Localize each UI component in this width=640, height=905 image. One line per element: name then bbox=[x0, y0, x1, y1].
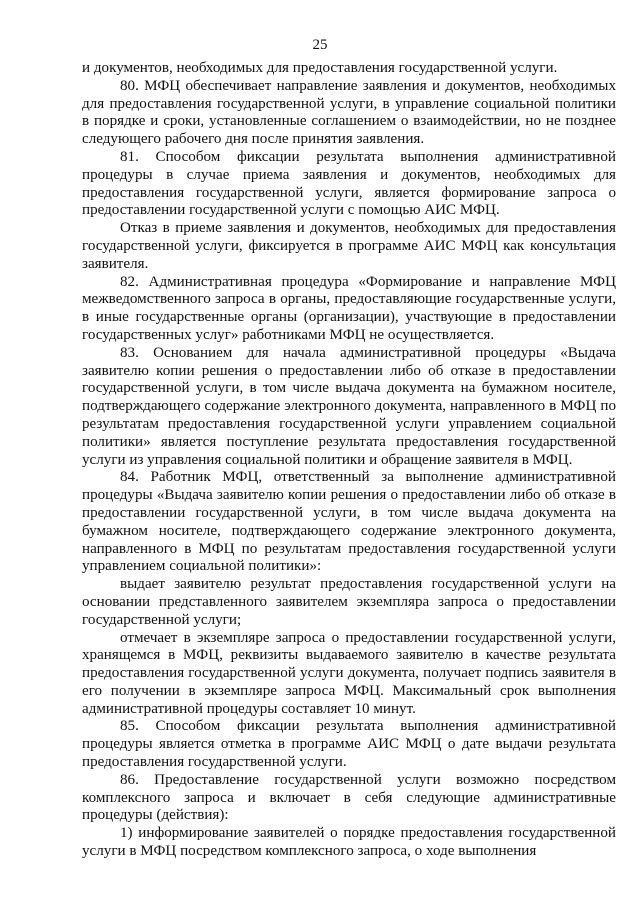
paragraph: 84. Работник МФЦ, ответственный за выполнение административной процедуры «Выдача заявителю копии решения о предоставлении либо об отказе в предоставлении государственной услуги, в том числе выдача документа на бумажном носителе, подтверждающего содержание электронного документа, направленного в МФЦ по результатам предоставления государственной услуги управлением социальной политики»: bbox=[82, 469, 616, 575]
paragraph: Отказ в приеме заявления и документов, необходимых для предоставления государственной услуги, фиксируется в программе АИС МФЦ как консультация заявителя. bbox=[82, 220, 616, 272]
paragraph: 80. МФЦ обеспечивает направление заявления и документов, необходимых для предоставления государственной услуги, в управление социальной политики в порядке и сроки, установленные соглашением о взаимодействии, но не позднее следующего рабочего дня после принятия заявления. bbox=[82, 77, 616, 148]
paragraph: выдает заявителю результат предоставления государственной услуги на основании представленного заявителем экземпляра запроса о предоставлении государственной услуги; bbox=[82, 576, 616, 628]
page-number: 25 bbox=[312, 37, 328, 53]
paragraph: 81. Способом фиксации результата выполнения административной процедуры в случае приема заявления и документов, необходимых для предоставления государственной услуги, является формирование запроса о предоставлении государственной услуги с помощью АИС МФЦ. bbox=[82, 148, 616, 219]
paragraph: и документов, необходимых для предоставления государственной услуги. bbox=[82, 60, 558, 76]
paragraph: 85. Способом фиксации результата выполнения административной процедуры является отметка в программе АИС МФЦ о дате выдачи результата предоставления государственной услуги. bbox=[82, 718, 616, 771]
paragraph: 1) информирование заявителей о порядке предоставления государственной услуги в МФЦ посредством комплексного запроса, о ходе выполнения bbox=[82, 825, 616, 860]
paragraph: 82. Административная процедура «Формирование и направление МФЦ межведомственного запроса в органы, предоставляющие государственные услуги, в иные государственные органы (организации), участвующие в предоставлении государственных услуг» работниками МФЦ не осуществляется. bbox=[82, 273, 616, 343]
paragraph: 86. Предоставление государственной услуги возможно посредством комплексного запроса и включает в себя следующие административные процедуры (действия): bbox=[82, 771, 616, 824]
paragraph: отмечает в экземпляре запроса о предоставлении государственной услуги, хранящемся в МФЦ, реквизиты выдаваемого заявителю в качестве результата предоставления государственной услуги документа, получает подпись заявителя в его получении в экземпляре запроса МФЦ. Максимальный срок выполнения административной процедуры составляет 10 минут. bbox=[82, 629, 616, 717]
paragraph: 83. Основанием для начала административной процедуры «Выдача заявителю копии решения о предоставлении либо об отказе в предоставлении государственной услуги, в том числе выдача документа на бумажном носителе, подтверждающего содержание электронного документа, направленного в МФЦ по результатам предоставления государственной услуги управлением социальной политики» является поступление результата предоставления государственной услуги из управления социальной политики и обращение заявителя в МФЦ. bbox=[82, 344, 616, 468]
document-body bbox=[82, 60, 616, 861]
